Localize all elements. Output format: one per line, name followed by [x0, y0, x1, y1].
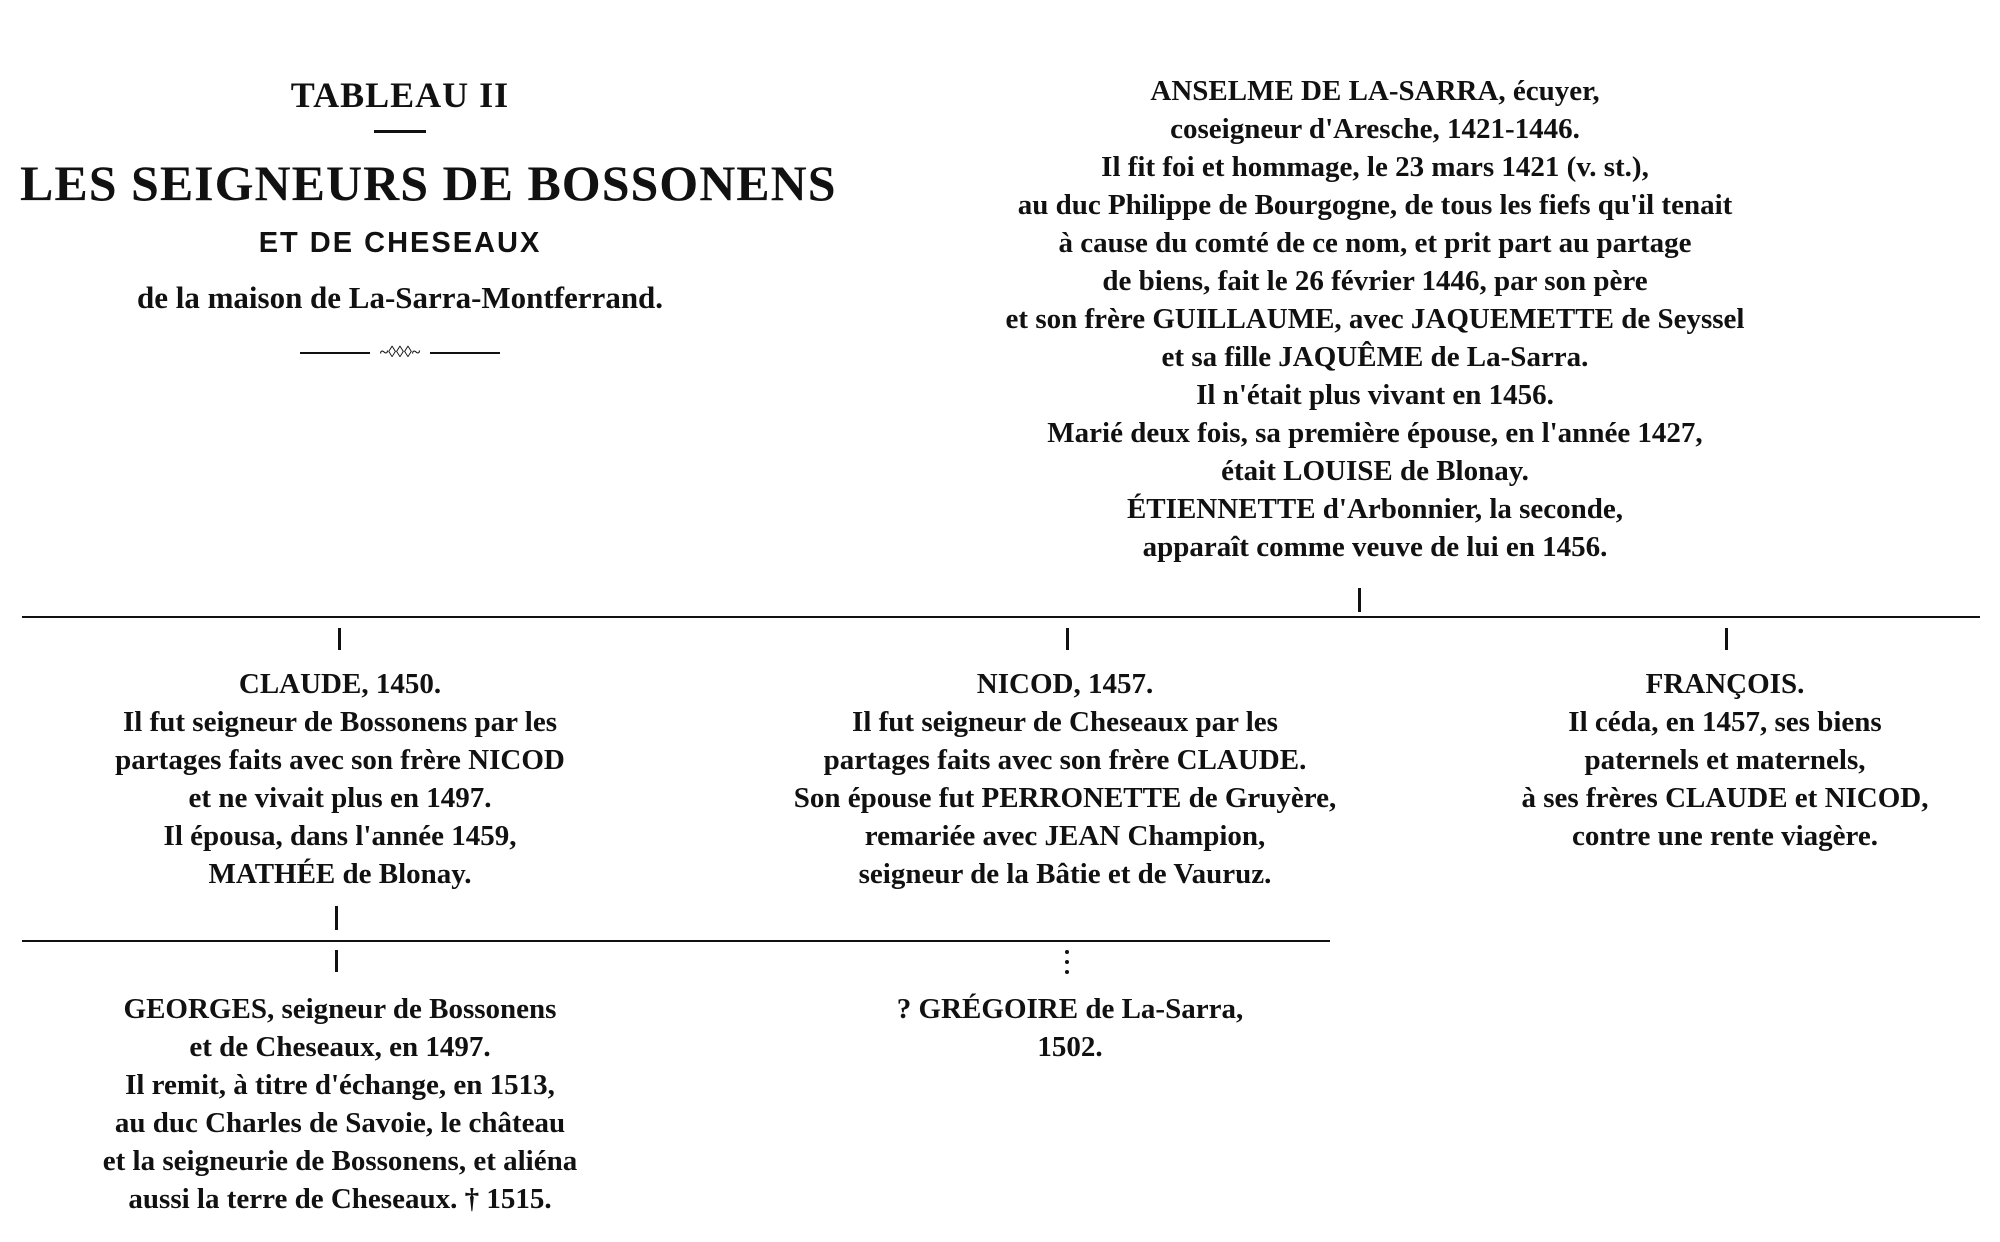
ornament-divider	[300, 341, 500, 365]
sibling-line-generation-3	[22, 940, 1330, 942]
connector-francois	[1725, 628, 1728, 650]
georges-line: GEORGES, seigneur de Bossonens	[123, 993, 557, 1025]
sibling-line-generation-2	[22, 616, 1980, 618]
georges-line: et la seigneurie de Bossonens, et aliéna	[102, 1145, 578, 1177]
nicod-line: NICOD, 1457.	[976, 668, 1154, 700]
anselme-line: était LOUISE de Blonay.	[1221, 455, 1529, 487]
anselme-line: et sa fille JAQUÊME de La-Sarra.	[1161, 341, 1589, 373]
connector-claude-down	[335, 906, 338, 930]
claude-line: MATHÉE de Blonay.	[208, 858, 472, 890]
title-dash	[374, 130, 426, 133]
francois-line: contre une rente viagère.	[1571, 820, 1879, 852]
nicod-line: seigneur de la Bâtie et de Vauruz.	[858, 858, 1272, 890]
claude-line: CLAUDE, 1450.	[238, 668, 442, 700]
anselme-line: à cause du comté de ce nom, et prit part au partage	[1058, 227, 1692, 259]
table-number: TABLEAU II	[290, 75, 510, 115]
gregoire-line: 1502.	[1037, 1031, 1103, 1063]
francois-line: FRANÇOIS.	[1645, 668, 1805, 700]
ornament-line-left	[300, 352, 370, 354]
connector-claude	[338, 628, 341, 650]
anselme-line: de biens, fait le 26 février 1446, par son père	[1102, 265, 1648, 297]
person-anselme	[935, 72, 1815, 566]
anselme-line: au duc Philippe de Bourgogne, de tous les fiefs qu'il tenait	[1017, 189, 1733, 221]
nicod-line: remariée avec JEAN Champion,	[864, 820, 1266, 852]
connector-nicod	[1066, 628, 1069, 650]
francois-line: Il céda, en 1457, ses biens	[1568, 706, 1882, 738]
anselme-line: ÉTIENNETTE d'Arbonnier, la seconde,	[1126, 493, 1624, 525]
person-gregoire	[800, 990, 1340, 1066]
gregoire-line: ? GRÉGOIRE de La-Sarra,	[896, 993, 1244, 1025]
georges-line: Il remit, à titre d'échange, en 1513,	[125, 1069, 555, 1101]
nicod-line: partages faits avec son frère CLAUDE.	[823, 744, 1307, 776]
anselme-line: Il n'était plus vivant en 1456.	[1196, 379, 1554, 411]
person-nicod	[735, 665, 1395, 893]
nicod-line: Il fut seigneur de Cheseaux par les	[852, 706, 1278, 738]
francois-line: paternels et maternels,	[1584, 744, 1866, 776]
anselme-line: ANSELME DE LA-SARRA, écuyer,	[1150, 75, 1600, 107]
house-name: de la maison de La-Sarra-Montferrand.	[136, 280, 664, 315]
title-block	[20, 72, 837, 365]
georges-line: et de Cheseaux, en 1497.	[189, 1031, 491, 1063]
page-title: LES SEIGNEURS DE BOSSONENS	[20, 155, 837, 211]
connector-gregoire-dotted	[1065, 950, 1069, 980]
claude-line: partages faits avec son frère NICOD	[115, 744, 565, 776]
georges-line: aussi la terre de Cheseaux. † 1515.	[128, 1183, 552, 1215]
person-georges	[20, 990, 660, 1218]
anselme-line: Marié deux fois, sa première épouse, en l'année 1427,	[1047, 417, 1703, 449]
anselme-line: coseigneur d'Aresche, 1421-1446.	[1170, 113, 1580, 145]
francois-line: à ses frères CLAUDE et NICOD,	[1521, 782, 1929, 814]
anselme-line: apparaît comme veuve de lui en 1456.	[1142, 531, 1608, 563]
connector-anselme	[1358, 588, 1361, 612]
connector-georges	[335, 950, 338, 972]
ornament-line-right	[430, 352, 500, 354]
person-claude	[30, 665, 650, 893]
person-francois	[1455, 665, 1995, 855]
page-subtitle: ET DE CHESEAUX	[258, 227, 542, 259]
nicod-line: Son épouse fut PERRONETTE de Gruyère,	[793, 782, 1337, 814]
claude-line: Il épousa, dans l'année 1459,	[163, 820, 517, 852]
georges-line: au duc Charles de Savoie, le château	[114, 1107, 566, 1139]
anselme-line: et son frère GUILLAUME, avec JAQUEMETTE de Seyssel	[1005, 303, 1745, 335]
claude-line: Il fut seigneur de Bossonens par les	[123, 706, 557, 738]
ornament-icon: ~◊◊◊~	[379, 344, 421, 361]
claude-line: et ne vivait plus en 1497.	[188, 782, 492, 814]
anselme-line: Il fit foi et hommage, le 23 mars 1421 (v. st.),	[1101, 151, 1649, 183]
